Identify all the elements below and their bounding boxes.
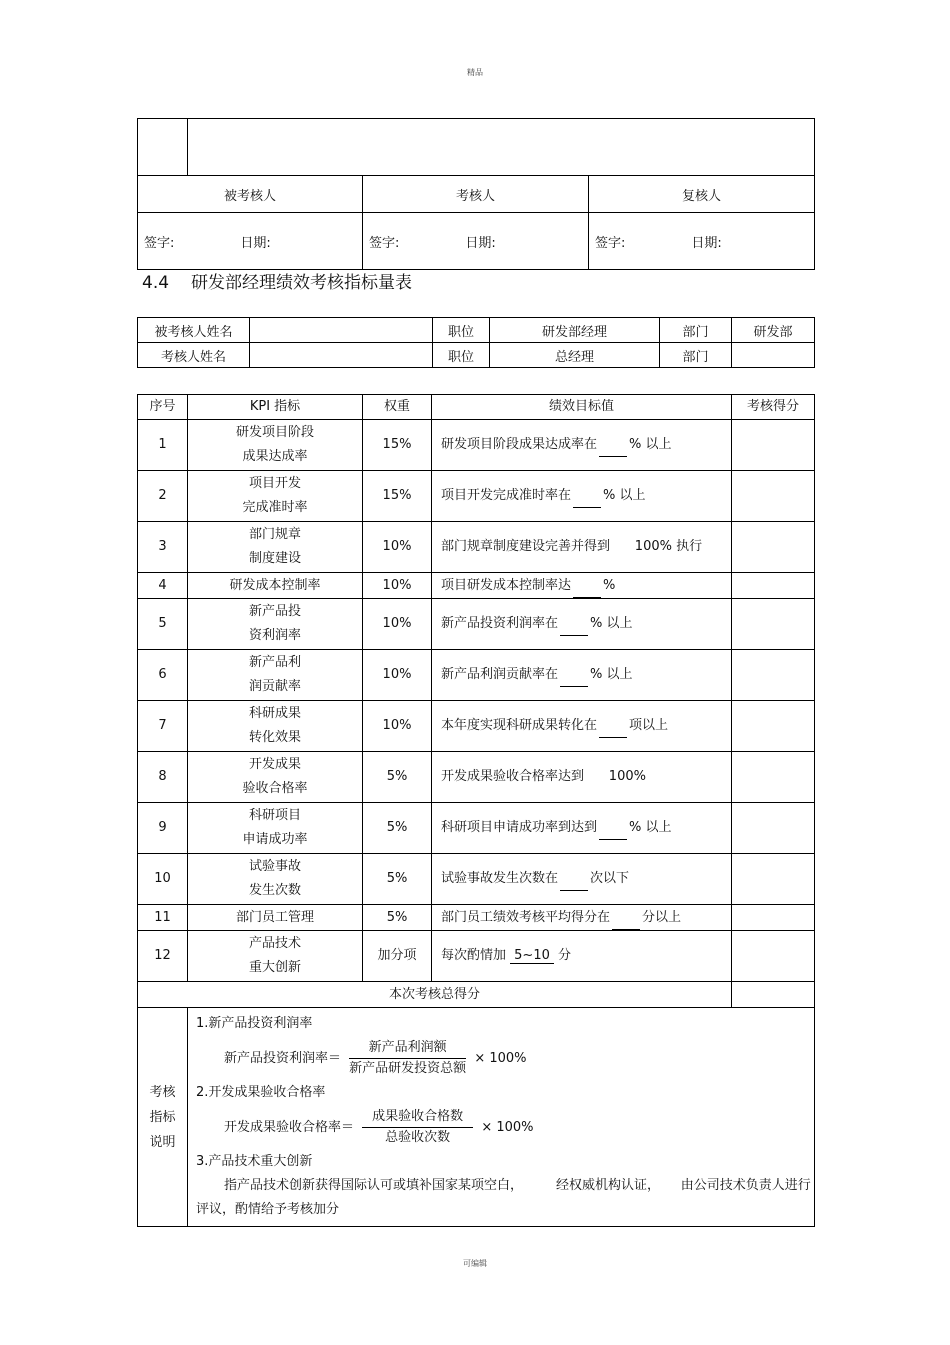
col-header-weight: 权重	[363, 395, 432, 420]
weight: 10%	[363, 573, 432, 599]
kpi-name	[188, 599, 363, 650]
col-header-target: 绩效目标值	[432, 395, 732, 420]
appraiser-header: 考核人	[363, 176, 589, 213]
signature-table	[137, 118, 815, 270]
kpi-name-line: 发生次数	[248, 883, 301, 898]
target-suffix: % 以上	[629, 437, 672, 452]
target-suffix: 分	[558, 948, 572, 963]
score-field[interactable]	[732, 931, 815, 982]
target-blank[interactable]	[560, 622, 588, 636]
target-blank[interactable]	[560, 673, 588, 687]
kpi-name-line: 重大创新	[248, 960, 301, 975]
target-text: 本年度实现科研成果转化在	[441, 718, 598, 733]
section-title-text: 研发部经理绩效考核指标量表	[191, 273, 413, 293]
kpi-name-line: 研发成本控制率	[229, 577, 321, 593]
position-label: 职位	[433, 318, 490, 343]
kpi-name-line: 新产品利	[248, 655, 301, 670]
row-number: 7	[138, 701, 188, 752]
target-suffix: % 以上	[603, 488, 646, 503]
target-value	[432, 573, 732, 599]
score-field[interactable]	[732, 420, 815, 471]
target-text: 研发项目阶段成果达成率在	[441, 437, 598, 452]
kpi-name-line: 部门规章	[248, 527, 301, 542]
kpi-row	[138, 599, 815, 650]
score-field[interactable]	[732, 905, 815, 931]
sign-label: 签字:	[369, 235, 400, 251]
formula-2-left: 开发成果验收合格率＝	[224, 1120, 355, 1135]
note-item-1-title: 1.新产品投资利润率	[196, 1016, 313, 1031]
score-field[interactable]	[732, 599, 815, 650]
weight: 15%	[363, 471, 432, 522]
row-number: 10	[138, 854, 188, 905]
target-blank[interactable]	[560, 877, 588, 891]
appraisee-name-label: 被考核人姓名	[138, 318, 250, 343]
target-text: 新产品利润贡献率在	[441, 667, 559, 682]
target-value	[432, 599, 732, 650]
weight: 5%	[363, 905, 432, 931]
kpi-name-line: 验收合格率	[242, 781, 308, 796]
target-text: 新产品投资利润率在	[441, 616, 559, 631]
col-header-kpi: KPI 指标	[188, 395, 363, 420]
kpi-name	[188, 701, 363, 752]
appraisee-name-field[interactable]	[250, 318, 433, 343]
target-value	[432, 854, 732, 905]
section-number: 4.4	[142, 273, 170, 293]
date-label: 日期:	[465, 235, 496, 251]
kpi-name-line: 科研项目	[248, 808, 301, 823]
target-suffix: 项以上	[629, 718, 669, 733]
kpi-name	[188, 522, 363, 573]
kpi-row	[138, 905, 815, 931]
total-score-field[interactable]	[732, 982, 815, 1008]
target-blank[interactable]	[573, 584, 601, 598]
kpi-name	[188, 803, 363, 854]
score-field[interactable]	[732, 650, 815, 701]
target-value	[432, 650, 732, 701]
weight: 15%	[363, 420, 432, 471]
kpi-name-line: 润贡献率	[248, 679, 301, 694]
target-blank[interactable]	[599, 724, 627, 738]
target-suffix: % 以上	[590, 667, 633, 682]
target-value	[432, 420, 732, 471]
kpi-name	[188, 854, 363, 905]
kpi-name-line: 部门员工管理	[235, 909, 314, 925]
row-number: 11	[138, 905, 188, 931]
weight: 10%	[363, 599, 432, 650]
bonus-range: 5~10	[510, 948, 554, 964]
footer-mark: 可编辑	[463, 1259, 487, 1268]
target-text: 部门员工绩效考核平均得分在	[441, 909, 611, 925]
target-value	[432, 803, 732, 854]
kpi-name-line: 项目开发	[248, 476, 301, 491]
position-value: 总经理	[490, 343, 660, 368]
target-text: 试验事故发生次数在	[441, 871, 559, 886]
target-text: 项目研发成本控制率达	[441, 577, 572, 593]
kpi-name-line: 资利润率	[248, 628, 301, 643]
date-label: 日期:	[691, 235, 722, 251]
col-header-no: 序号	[138, 395, 188, 420]
score-field[interactable]	[732, 701, 815, 752]
department-value[interactable]	[732, 343, 815, 368]
header-mark: 精品	[467, 68, 483, 77]
target-text: 科研项目申请成功率到达到	[441, 820, 598, 835]
sign-label: 签字:	[595, 235, 626, 251]
notes-side-line: 考核	[149, 1084, 176, 1100]
col-header-score: 考核得分	[732, 395, 815, 420]
weight: 10%	[363, 650, 432, 701]
target-value	[432, 522, 732, 573]
department-label: 部门	[660, 343, 732, 368]
formula-1-numerator: 新产品利润额	[349, 1038, 466, 1059]
formula-2-fraction	[362, 1107, 473, 1148]
formula-2-right: × 100%	[481, 1120, 534, 1135]
kpi-name-line: 试验事故	[248, 859, 301, 874]
row-number: 3	[138, 522, 188, 573]
notes-side-line: 说明	[149, 1134, 176, 1150]
position-label: 职位	[433, 343, 490, 368]
score-field[interactable]	[732, 752, 815, 803]
note-item-2-title: 2.开发成果验收合格率	[196, 1085, 326, 1100]
row-number: 12	[138, 931, 188, 982]
target-suffix: 分以上	[642, 909, 682, 925]
row-number: 9	[138, 803, 188, 854]
target-suffix: %	[603, 577, 616, 593]
target-value	[432, 701, 732, 752]
blank-cell	[188, 119, 815, 176]
score-field[interactable]	[732, 573, 815, 599]
kpi-name-line: 成果达成率	[242, 449, 308, 464]
target-value	[432, 931, 732, 982]
formula-1-denominator: 新产品研发投资总额	[349, 1061, 467, 1076]
target-blank[interactable]	[573, 494, 601, 508]
notes-side-label	[138, 1008, 188, 1227]
kpi-name-line: 申请成功率	[242, 832, 308, 847]
kpi-name-line: 完成准时率	[242, 500, 308, 515]
kpi-row	[138, 931, 815, 982]
formula-1	[196, 1038, 806, 1079]
row-number: 6	[138, 650, 188, 701]
row-number: 4	[138, 573, 188, 599]
kpi-name	[188, 471, 363, 522]
formula-2	[196, 1107, 806, 1148]
kpi-name-line: 新产品投	[248, 604, 301, 619]
formula-1-left: 新产品投资利润率＝	[224, 1051, 342, 1066]
row-number: 8	[138, 752, 188, 803]
target-value	[432, 752, 732, 803]
kpi-row	[138, 701, 815, 752]
target-suffix: % 以上	[629, 820, 672, 835]
appraisee-sign-cell[interactable]	[138, 213, 363, 270]
kpi-row	[138, 573, 815, 599]
kpi-row	[138, 650, 815, 701]
kpi-name	[188, 752, 363, 803]
appraiser-name-label: 考核人姓名	[138, 343, 250, 368]
position-value: 研发部经理	[490, 318, 660, 343]
row-number: 5	[138, 599, 188, 650]
kpi-row	[138, 471, 815, 522]
reviewer-header: 复核人	[589, 176, 815, 213]
kpi-name-line: 科研成果	[248, 706, 301, 721]
target-value	[432, 471, 732, 522]
note-item-3-text: 指产品技术创新获得国际认可或填补国家某项空白， 经权威机构认证， 由公司技术负责人进行	[224, 1178, 811, 1193]
target-blank[interactable]	[599, 443, 627, 457]
target-suffix: 次以下	[590, 871, 630, 886]
target-text: 每次酌情加	[441, 948, 507, 963]
row-number: 2	[138, 471, 188, 522]
reviewer-sign-cell[interactable]	[589, 213, 815, 270]
score-field[interactable]	[732, 522, 815, 573]
kpi-name	[188, 931, 363, 982]
target-blank[interactable]	[599, 826, 627, 840]
target-blank[interactable]	[612, 916, 640, 930]
note-item-3-title: 3.产品技术重大创新	[196, 1154, 313, 1169]
appraiser-sign-cell[interactable]	[363, 213, 589, 270]
target-text: 开发成果验收合格率达到 100%	[441, 769, 646, 784]
kpi-name-line: 研发项目阶段	[235, 425, 314, 440]
row-number: 1	[138, 420, 188, 471]
formula-2-denominator: 总验收次数	[385, 1130, 451, 1145]
kpi-row	[138, 752, 815, 803]
target-text: 部门规章制度建设完善并得到 100% 执行	[441, 539, 703, 554]
department-value: 研发部	[732, 318, 815, 343]
sign-label: 签字:	[144, 235, 175, 251]
section-title	[142, 268, 412, 293]
appraiser-name-field[interactable]	[250, 343, 433, 368]
score-field[interactable]	[732, 803, 815, 854]
weight: 5%	[363, 752, 432, 803]
notes-content	[188, 1008, 815, 1227]
formula-2-numerator: 成果验收合格数	[362, 1107, 473, 1128]
kpi-row	[138, 854, 815, 905]
kpi-name-line: 产品技术	[248, 936, 301, 951]
kpi-name	[188, 420, 363, 471]
kpi-table	[137, 394, 815, 1227]
note-item-3-text-cont: 评议，酌情给予考核加分	[196, 1202, 340, 1217]
formula-1-fraction	[349, 1038, 466, 1079]
appraisee-header: 被考核人	[138, 176, 363, 213]
weight: 10%	[363, 522, 432, 573]
kpi-name-line: 开发成果	[248, 757, 301, 772]
target-suffix: % 以上	[590, 616, 633, 631]
kpi-name	[188, 905, 363, 931]
total-score-label: 本次考核总得分	[138, 982, 732, 1008]
notes-side-line: 指标	[149, 1109, 176, 1125]
info-table	[137, 317, 815, 368]
weight: 5%	[363, 803, 432, 854]
weight: 5%	[363, 854, 432, 905]
department-label: 部门	[660, 318, 732, 343]
score-field[interactable]	[732, 471, 815, 522]
blank-cell	[138, 119, 188, 176]
target-value	[432, 905, 732, 931]
weight: 10%	[363, 701, 432, 752]
kpi-name	[188, 650, 363, 701]
kpi-row	[138, 420, 815, 471]
score-field[interactable]	[732, 854, 815, 905]
date-label: 日期:	[240, 235, 271, 251]
kpi-name	[188, 573, 363, 599]
kpi-name-line: 转化效果	[248, 730, 301, 745]
formula-1-right: × 100%	[474, 1051, 527, 1066]
weight: 加分项	[363, 931, 432, 982]
kpi-row	[138, 803, 815, 854]
kpi-row	[138, 522, 815, 573]
target-text: 项目开发完成准时率在	[441, 488, 572, 503]
kpi-name-line: 制度建设	[248, 551, 301, 566]
